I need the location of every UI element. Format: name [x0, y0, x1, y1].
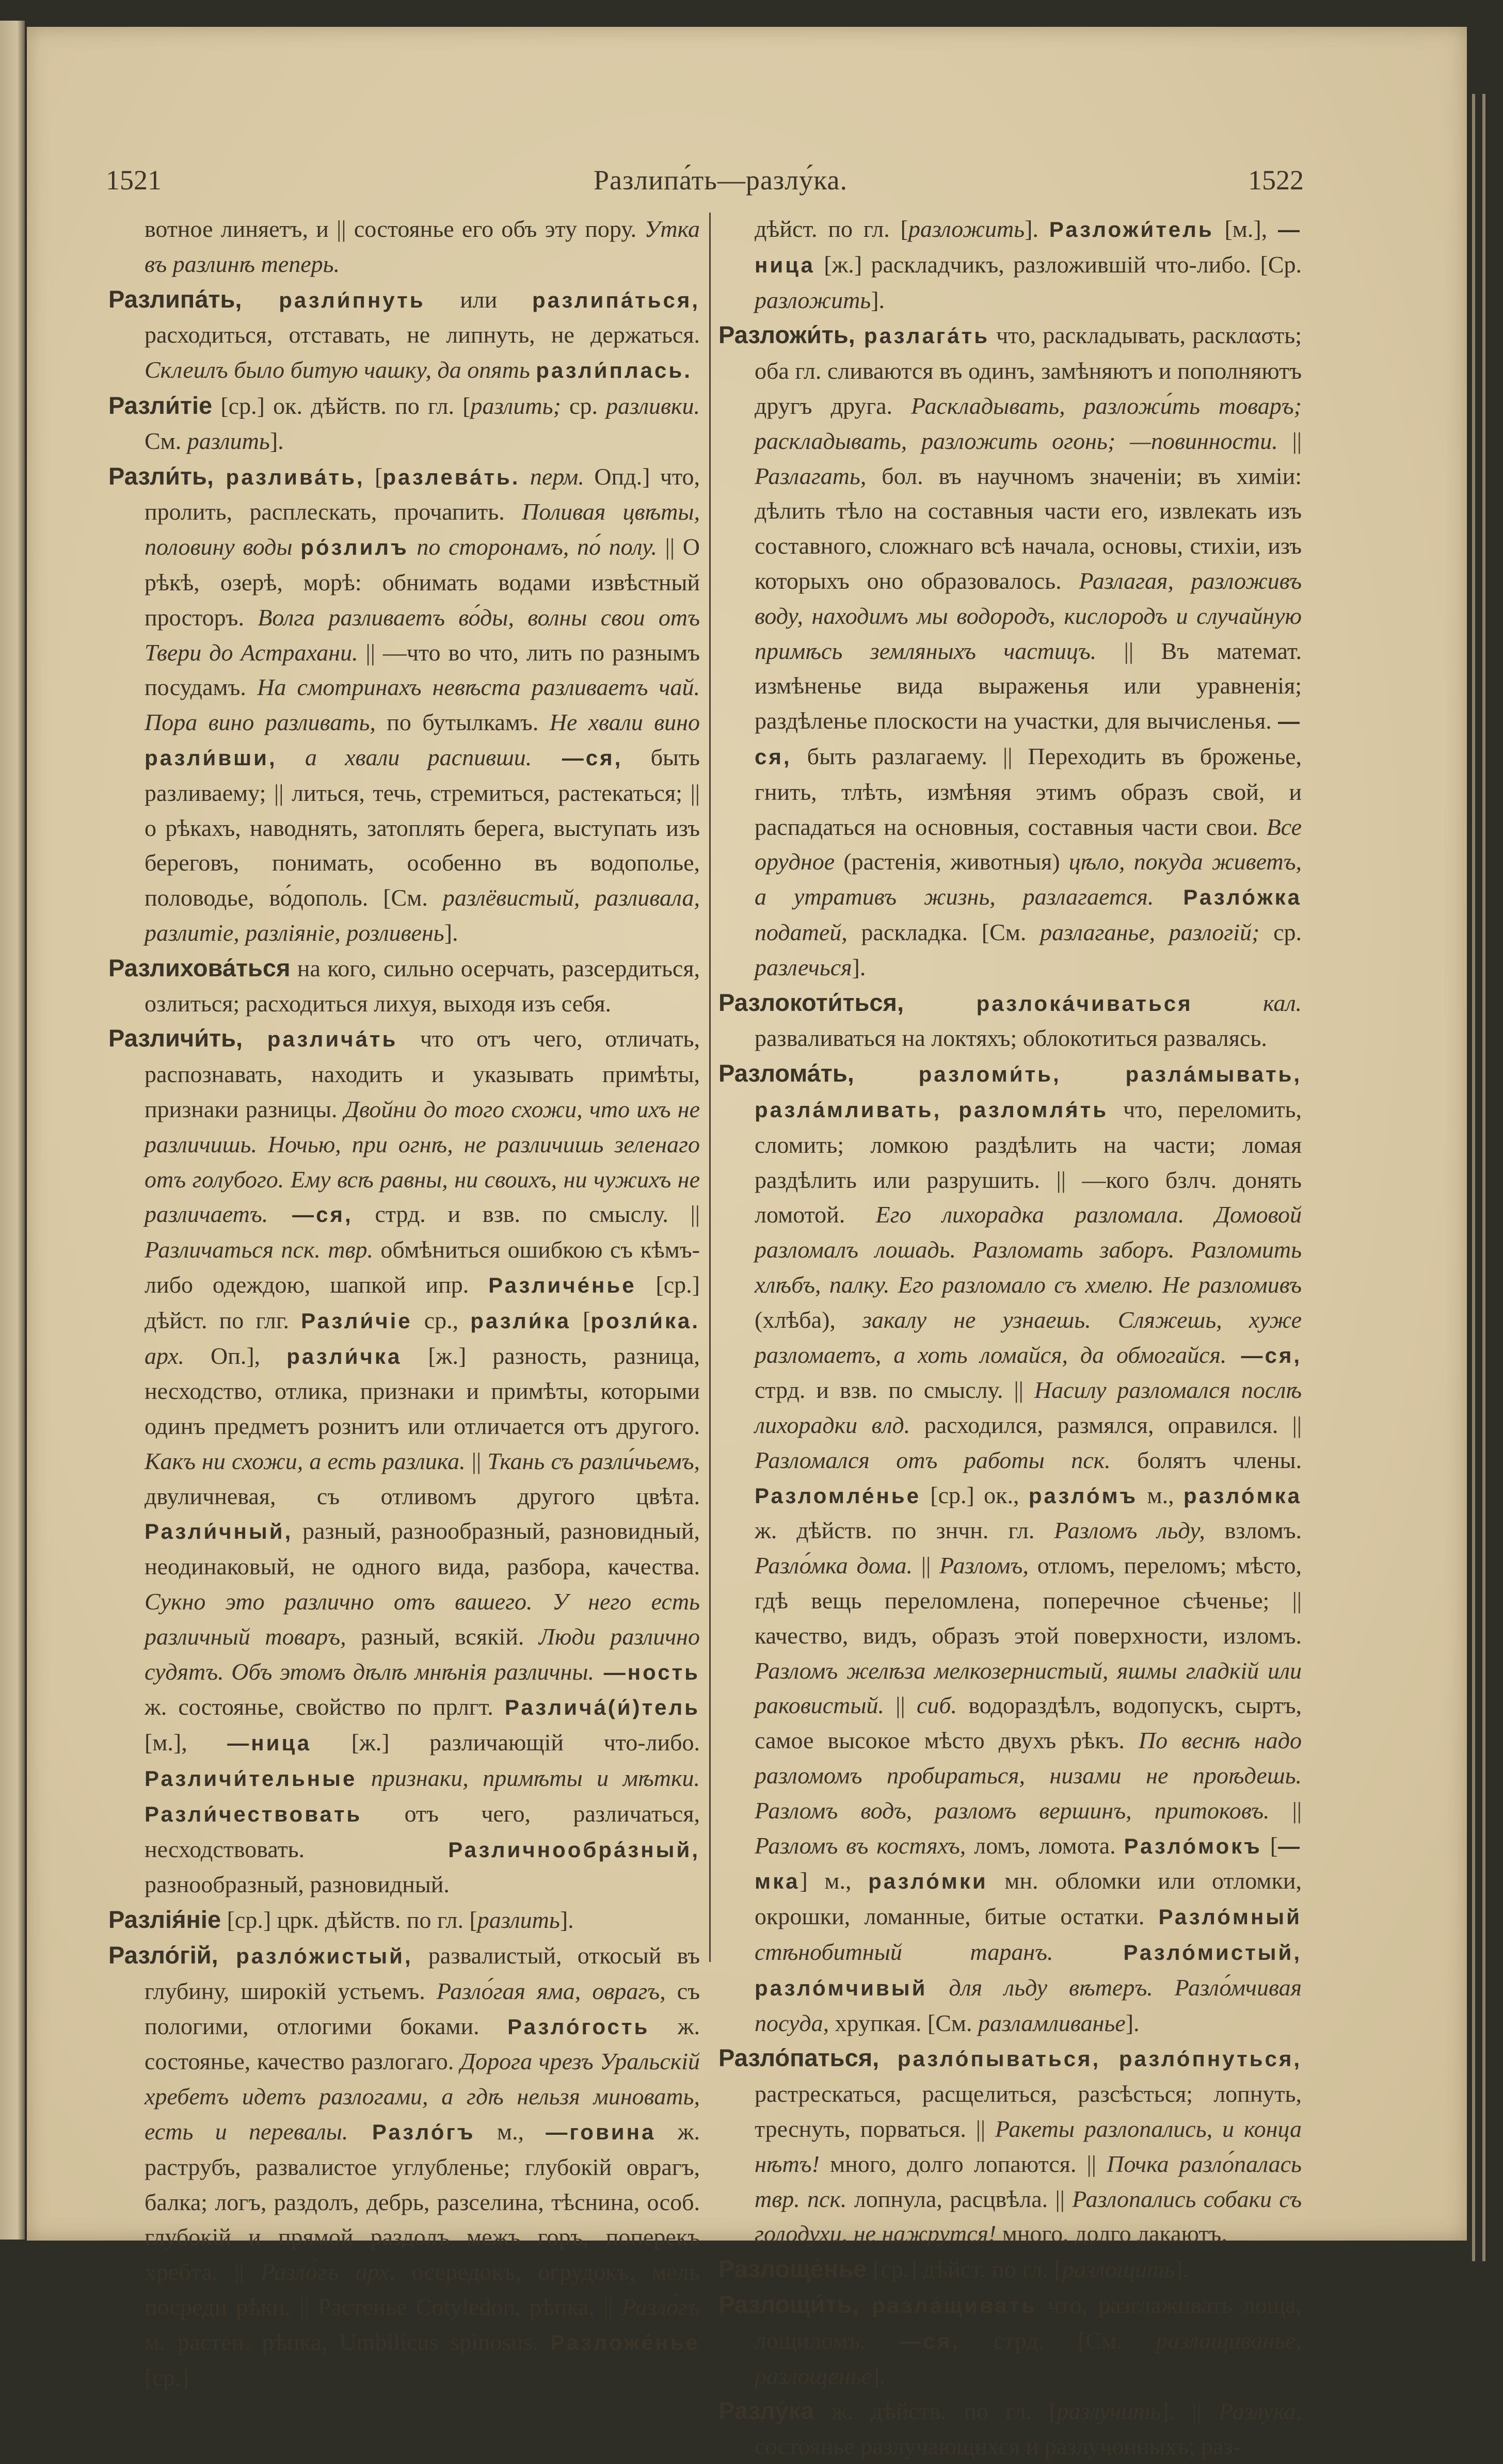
headword: Разлипа́ть,	[108, 285, 242, 313]
text: взломъ.	[1205, 1517, 1302, 1544]
text: ж. состоянье, свойство по прлгт.	[145, 1694, 505, 1720]
italic-text: По веснѣ надо разломомъ пробираться, низами не проѣдешь. Разломъ водъ, разломъ вершинъ, притоковъ.	[755, 1727, 1302, 1824]
bold-form: Разложе́нье	[550, 2330, 700, 2355]
italic-text: перм.	[520, 463, 584, 490]
headword: Разлокоти́ться,	[718, 988, 904, 1016]
dictionary-entry	[718, 2393, 1302, 2464]
dictionary-entry	[718, 985, 1302, 1056]
text: раскладка. [См.	[847, 919, 1041, 945]
text: состоянье разлучающихся и разлучонныхъ; раз-	[755, 2433, 1241, 2460]
text: бол. въ научномъ значеніи; въ химіи: дѣлить тѣло на составныя части его, извлекать изъ составного, сложнаго всѣ начала, основы, стихіи, изъ которыхъ оно образовалось.	[755, 462, 1302, 594]
bold-form: —мка	[755, 1833, 1302, 1894]
dictionary-entry	[108, 1938, 700, 2395]
italic-text: для льду вѣтеръ. Разло́мчивая посуда,	[755, 1974, 1302, 2036]
italic-text: Разломался отъ работы пск.	[755, 1446, 1111, 1473]
text: Опд.] что, пролить, расплескать, прочапить.	[145, 463, 700, 525]
headword: Разлу́ка	[718, 2397, 814, 2425]
italic-text: Почка разло́палась твр. пск.	[755, 2150, 1302, 2212]
bold-form: разли́пнуть	[242, 287, 425, 312]
italic-text: Не хвали вино	[549, 709, 700, 736]
italic-text: Разлагать,	[755, 462, 867, 489]
bold-form: разлипа́ться,	[532, 287, 700, 312]
text: разваливаться на локтяхъ; облокотиться развалясь.	[755, 1025, 1267, 1052]
italic-text: Двойни до того схожи, что ихъ не различишь. Ночью, при огнѣ, не различишь зеленаго отъ голубого. Ему всѣ равны, ни своихъ, ни чужихъ не различаетъ.	[145, 1096, 700, 1228]
dictionary-entry	[718, 317, 1302, 985]
italic-text: кал.	[1192, 989, 1302, 1016]
italic-text: Разло́мка дома.	[755, 1552, 913, 1579]
italic-text: Насилу разломался послѣ лихорадки влд.	[755, 1377, 1302, 1439]
text: развалистый, откосый въ глубину, широкій устьемъ.	[145, 1942, 700, 2004]
italic-text: Разлука,	[1219, 2398, 1302, 2425]
italic-text: Разломъ въ костяхъ,	[755, 1832, 966, 1859]
text: ] м.,	[800, 1867, 869, 1894]
text: м.,	[475, 2118, 546, 2145]
italic-text: разливки.	[606, 392, 700, 419]
text: ].	[852, 954, 866, 980]
text: [ср.] црк. дѣйств. по гл. [	[221, 1907, 477, 1934]
bold-form: —ся,	[755, 709, 1302, 769]
italic-text: Раскладывать, разложи́ть товаръ; раскладывать, разложить огонь; —повинности.	[755, 392, 1302, 454]
bold-form: разли́ка	[470, 1308, 571, 1333]
bold-form: разло́жистый,	[218, 1944, 413, 1969]
bold-form: —ность	[594, 1660, 700, 1684]
text: ].	[1025, 216, 1049, 242]
italic-text: Разло́гъ арх.	[260, 2259, 395, 2285]
right-column	[718, 212, 1302, 2464]
text: ||	[912, 1552, 940, 1579]
italic-text: арх.	[145, 1342, 184, 1369]
dictionary-entry	[108, 1021, 700, 1902]
bold-form: Разли́чный,	[145, 1519, 293, 1544]
text: ср.	[1259, 919, 1302, 945]
bold-form: Различи́тельные	[145, 1766, 357, 1791]
bold-form: разломи́ть, разла́мывать, разла́мливать, разломля́ть	[755, 1062, 1302, 1122]
text: быть разливаему; || литься, течь, стремиться, растекаться; || о рѣкахъ, наводнять, затоплять берега, выступать изъ береговъ, понимать, особенно въ водополье, половодье, во́дополь. [См.	[145, 744, 700, 911]
text: стрд. [См.	[960, 2327, 1156, 2354]
text: мн. обломки или отломки, окрошки, ломанные, битые остатки.	[755, 1867, 1302, 1930]
text: || Въ математ. измѣненье вида выраженья или уравненія; раздѣленье плоскости на участки, для вычисленья.	[755, 637, 1302, 734]
text: [ср.]	[145, 2364, 189, 2391]
headword: Различи́ть,	[108, 1024, 243, 1052]
text: ||	[884, 1692, 917, 1719]
text: по бутылкамъ.	[375, 709, 550, 736]
italic-text: Волга разливаетъ во́ды, волны свои отъ Твери до Астрахани.	[145, 604, 700, 666]
italic-text: цѣло, покуда живетъ, а утративъ жизнь, разлагается.	[755, 848, 1302, 910]
text: лопнула, расцвѣла. ||	[846, 2185, 1073, 2212]
text: расходиться, отставать, не липнуть, не держаться.	[145, 321, 700, 348]
text: ].	[871, 286, 885, 313]
text: [ср.] ок.,	[920, 1481, 1029, 1508]
running-title: Разлипа́ть—разлу́ка.	[593, 165, 848, 196]
italic-text: разлащиванье, разлощенье	[755, 2327, 1302, 2389]
text: ср.,	[412, 1307, 471, 1333]
text: (растенія, животныя)	[835, 848, 1069, 875]
italic-text: разлить	[187, 427, 270, 454]
headword: Разли́ть,	[108, 462, 214, 490]
italic-text: Ткань съ разли́чьемъ,	[487, 1447, 700, 1474]
italic-text: Разломъ льду,	[1054, 1517, 1205, 1544]
text: что, переломить, сломить; ломкою раздѣлить на части; ломая раздѣлить или разрушить. || —кого бзлч. донять ломотой.	[755, 1096, 1302, 1228]
italic-text: Какъ ни схожи, а есть разлика.	[145, 1447, 466, 1474]
text: [	[570, 1307, 591, 1333]
italic-text: Люди различно судятъ. Объ этомъ дѣлѣ мнѣнія различны.	[145, 1623, 700, 1685]
text: [ср.] дѣйст. по гл. [	[867, 2256, 1062, 2283]
italic-text: Разло́гъ	[621, 2294, 700, 2321]
headword: Разло́гій,	[108, 1941, 218, 1969]
text: двуличневая, съ отливомъ другого цвѣта.	[145, 1483, 700, 1509]
text: стрд. и взв. по смыслу. ||	[755, 1377, 1034, 1404]
italic-text: разлучить	[1057, 2398, 1161, 2425]
text: [ж.] разность, разница, несходство, отлика, признаки и примѣты, которыми одинъ предметъ рознитъ или отличается отъ другого.	[145, 1342, 700, 1440]
italic-text: Сукно это различно отъ вашего. У него есть различный товаръ,	[145, 1588, 700, 1650]
bold-form: разли́плась.	[536, 358, 692, 383]
text: разный, всякій.	[346, 1623, 539, 1650]
italic-text: закалу не узнаешь. Сляжешь, хуже разломаетъ, а хоть ломайся, да обмогайся.	[755, 1306, 1302, 1368]
italic-text: Дорога чрезъ Уральскій хребетъ идетъ разлогами, а гдѣ нельзя миновать, есть и перевалы.	[145, 2048, 700, 2145]
text: что, разглаживать лоща, лощиломъ.	[755, 2292, 1302, 2354]
headword: Разлихова́ться	[108, 954, 291, 981]
bold-form: Разло́мокъ	[1124, 1833, 1262, 1858]
text: ж. дѣйств. по знчн. гл.	[755, 1517, 1054, 1544]
bold-form: розли́ка.	[590, 1308, 700, 1333]
headword: Разлоще́нье	[718, 2255, 867, 2283]
page-number-right: 1522	[1248, 165, 1304, 196]
text: ].	[871, 2362, 886, 2389]
bold-form: Различе́нье	[488, 1273, 636, 1297]
italic-text: сиб.	[917, 1692, 957, 1719]
left-column	[108, 212, 700, 2395]
headword: Разло́паться,	[718, 2044, 880, 2072]
text: стрд. и взв. по смыслу. ||	[353, 1201, 700, 1228]
column-divider	[709, 213, 711, 1962]
running-header	[0, 164, 1503, 200]
text: ||	[1269, 1797, 1302, 1824]
dictionary-entry	[108, 951, 700, 1021]
text: расходился, размялся, оправился. ||	[910, 1412, 1302, 1439]
text: ж. состоянье, качество разлогаго.	[145, 2012, 700, 2075]
italic-text: Ракеты разлопались, и конца нѣтъ!	[755, 2116, 1302, 2177]
bold-form: Разло́мистый, разло́мчивый	[755, 1940, 1302, 2000]
italic-text: стѣнобитный таранъ.	[755, 1939, 1053, 1966]
text: ].	[1175, 2256, 1189, 2283]
text: дѣйст. по гл. [	[755, 216, 908, 242]
text: || О рѣкѣ, озерѣ, морѣ: обнимать водами извѣстный просторъ.	[145, 534, 700, 631]
bold-form: Разложи́тель	[1049, 217, 1214, 241]
bold-form: —ница	[227, 1731, 312, 1756]
italic-text: разлечься	[755, 954, 852, 980]
dictionary-entry	[718, 2287, 1302, 2393]
text: [м.],	[1213, 216, 1278, 242]
text: разнообразный, разновидный.	[145, 1871, 450, 1898]
text: ].	[559, 1907, 574, 1934]
bold-form: Разломле́нье	[755, 1483, 921, 1508]
italic-text: разламливанье	[978, 2009, 1126, 2036]
page-number-left: 1521	[106, 165, 162, 196]
italic-text: разлить	[477, 1907, 560, 1934]
italic-text: разлёвистый, разливала, разлитіе, разліяніе, розливень	[145, 884, 700, 946]
italic-text: разложить	[908, 216, 1025, 242]
previous-page-edge	[0, 21, 25, 2240]
italic-text: разлаганье, разлогій;	[1040, 919, 1260, 945]
text: ж. дѣйств. по гл. [	[814, 2398, 1057, 2425]
text: ср.	[561, 392, 606, 419]
headword: Разлома́ть,	[718, 1059, 854, 1087]
italic-text: Поливая цвѣты, половину воды	[145, 498, 700, 560]
bold-form: Различнообра́зный,	[448, 1837, 700, 1862]
italic-text: а хвали распивши.	[277, 744, 532, 770]
text: [ср.] ок. дѣйств. по гл. [	[212, 392, 471, 419]
text: обмѣниться ошибкою съ кѣмъ-либо одеждою, шапкой ипр.	[145, 1236, 700, 1298]
text: м.,	[1138, 1481, 1184, 1508]
headword: Разложи́ть,	[718, 321, 855, 349]
entry-continuation	[718, 212, 1302, 317]
text: ||	[1277, 427, 1302, 454]
text: ||	[465, 1447, 488, 1474]
italic-text: Все орудное	[755, 813, 1302, 875]
headword: Разлія́ніе	[108, 1906, 221, 1934]
text: отломъ, переломъ; мѣсто, гдѣ вещь переломлена, поперечное сѣченье; || качество, видъ, образъ этой поверхности, изломъ.	[755, 1552, 1302, 1649]
italic-text: Разломъ желѣза мелкозернистый, яшмы гладкій или раковистый.	[755, 1657, 1302, 1719]
text: болятъ члены.	[1110, 1446, 1302, 1473]
italic-text: разлощить	[1062, 2256, 1175, 2283]
text: [ср.] дѣйст. по глг.	[145, 1271, 700, 1333]
text: м. растен. рѣпка, Umbilicus spinosus.	[145, 2328, 550, 2355]
bold-form: разло́мка	[1183, 1483, 1302, 1508]
text: [м.],	[145, 1729, 228, 1756]
italic-text: Склеилъ было битую чашку, да опять	[145, 357, 536, 383]
text: водораздѣлъ, водопускъ, сыртъ, самое высокое мѣсто двухъ рѣкъ.	[755, 1692, 1302, 1754]
text: [	[1261, 1832, 1278, 1859]
bold-form: различа́ть	[243, 1027, 398, 1052]
bold-form: —ница	[755, 217, 1302, 277]
bold-form: Разло́жка	[1154, 885, 1302, 910]
dictionary-entry	[718, 1056, 1302, 2040]
page-edge	[1472, 94, 1475, 2261]
bold-form: Разли́чествовать	[145, 1801, 362, 1826]
bold-form: ро́злилъ	[300, 535, 409, 560]
text: ].	[269, 427, 284, 454]
text: || —что во что, лить по разнымъ посудамъ.	[145, 639, 700, 701]
text: [ж.] различающій что-либо.	[311, 1729, 700, 1756]
text: или	[425, 286, 532, 313]
dictionary-entry	[108, 459, 700, 951]
italic-text: Разло́гая яма, оврагъ,	[436, 1977, 666, 2004]
text: ж. раструбъ, развалистое углубленье; глубокій оврагъ, балка; логъ, раздолъ, дебрь, разселина, тѣснина, особ. глубокій и прямой раздолъ межъ горъ, поперекъ хребта. ||	[145, 2118, 700, 2285]
text: вотное линяетъ, и || состоянье его объ эту пору.	[145, 216, 645, 242]
italic-text: Его лихорадка разломала. Домовой разломалъ лошадь. Разломать заборъ. Разломить хлѣбъ, палку. Его разломало съ хмелю. Не разломивъ	[755, 1201, 1302, 1298]
bold-form: разли́чка	[286, 1344, 402, 1368]
text: См.	[145, 427, 187, 454]
headword: Разлощи́ть,	[718, 2291, 859, 2318]
bold-form: Различа́(и́)тель	[504, 1695, 700, 1720]
bold-form: разло́мки	[868, 1869, 988, 1894]
italic-text: разлить;	[470, 392, 561, 419]
text: что отъ чего, отличать, распознавать, находить и указывать примѣты, признаки разницы.	[145, 1025, 700, 1122]
bold-form: Разло́гость	[507, 2014, 650, 2039]
italic-text: Разлопались собаки съ голодухи, не нажрутся!	[755, 2185, 1302, 2247]
bold-form: —ся,	[1226, 1343, 1302, 1367]
italic-text: Разломъ,	[939, 1552, 1029, 1579]
text: что, раскладывать, расклασть; оба гл. сливаются въ одинъ, замѣняютъ и пополняютъ другъ друга.	[755, 322, 1302, 419]
italic-text: по сторонамъ, по́ полу.	[408, 534, 657, 560]
dictionary-entry	[108, 282, 700, 388]
dictionary-entry	[108, 388, 700, 459]
text: Оп.],	[184, 1342, 287, 1369]
italic-text: признаки, примѣты и мѣтки.	[357, 1765, 700, 1792]
bold-form: —ся,	[268, 1202, 353, 1227]
italic-text: податей,	[755, 919, 848, 945]
text: хрупкая. [См.	[829, 2009, 979, 2036]
bold-form: —говина	[546, 2120, 656, 2145]
bold-form: разлока́чиваться	[904, 991, 1193, 1016]
dictionary-entry	[718, 2040, 1302, 2251]
dictionary-entry	[718, 2251, 1302, 2287]
dictionary-entry	[108, 1902, 700, 1938]
bold-form: Разло́мный	[1158, 1905, 1302, 1929]
text: ].	[1125, 2009, 1140, 2036]
page-edge	[1482, 94, 1485, 2261]
bold-form: разло́мъ	[1028, 1483, 1138, 1508]
text: много, долго лопаются. ||	[819, 2150, 1107, 2177]
text: много, долго лакаютъ.	[996, 2220, 1227, 2247]
italic-text: На смотринахъ невѣста разливаетъ чай. Пора вино разливать,	[145, 674, 700, 736]
bold-form: Разло́гъ	[348, 2120, 475, 2145]
text: быть разлагаему. || Переходить въ броженье, гнить, тлѣть, измѣняя этимъ образъ свой, и распадаться на основныя, составныя части свои.	[755, 743, 1302, 840]
text: на кого, сильно осерчать, разсердиться, озлиться; расходиться лихуя, выходя изъ себя.	[145, 955, 700, 1017]
bold-form: разлага́ть	[855, 324, 990, 348]
bold-form: разли́вши,	[145, 745, 277, 770]
text: (хлѣба),	[755, 1306, 862, 1333]
italic-text: Разлагая, разложивъ воду, находимъ мы водородъ, кислородъ и случайную примѣсь земляныхъ частицъ.	[755, 567, 1302, 664]
text: осередокъ, огрудокъ, мель посреди рѣки. || Растенье Cotyledon, рѣпка. ||	[145, 2259, 700, 2321]
text: ]. ||	[1161, 2398, 1219, 2425]
bold-form: —ся,	[899, 2328, 960, 2353]
bold-form: разлева́ть.	[382, 464, 520, 489]
text: съ пологими, отлогими боками.	[145, 1977, 700, 2039]
bold-form: разло́пываться, разло́пнуться,	[879, 2047, 1302, 2071]
text: ].	[444, 919, 458, 946]
text: растрескаться, расщелиться, разсѣсться; лопнуть, треснуть, порваться. ||	[755, 2081, 1302, 2143]
bold-form: —ся,	[532, 745, 623, 770]
text: отъ чего, различаться, несходствовать.	[145, 1800, 700, 1862]
bold-form: Разли́чіе	[301, 1308, 412, 1333]
text: [ж.] раскладчикъ, разложившій что-либо. [Ср.	[814, 251, 1302, 278]
bold-form: разлива́ть,	[213, 464, 365, 489]
bold-form: разла́щивать	[858, 2293, 1037, 2318]
headword: Разли́тіе	[108, 391, 213, 419]
italic-text: Различаться пск. твр.	[145, 1236, 373, 1263]
text: [	[364, 463, 383, 490]
text: разный, разнообразный, разновидный, неодинаковый, не одного вида, разбора, качества.	[145, 1518, 700, 1580]
italic-text: Утка въ разлинѣ теперь.	[145, 216, 700, 277]
text: ломъ, ломота.	[966, 1832, 1124, 1859]
italic-text: разложить	[755, 286, 871, 313]
entry-continuation	[108, 212, 700, 282]
